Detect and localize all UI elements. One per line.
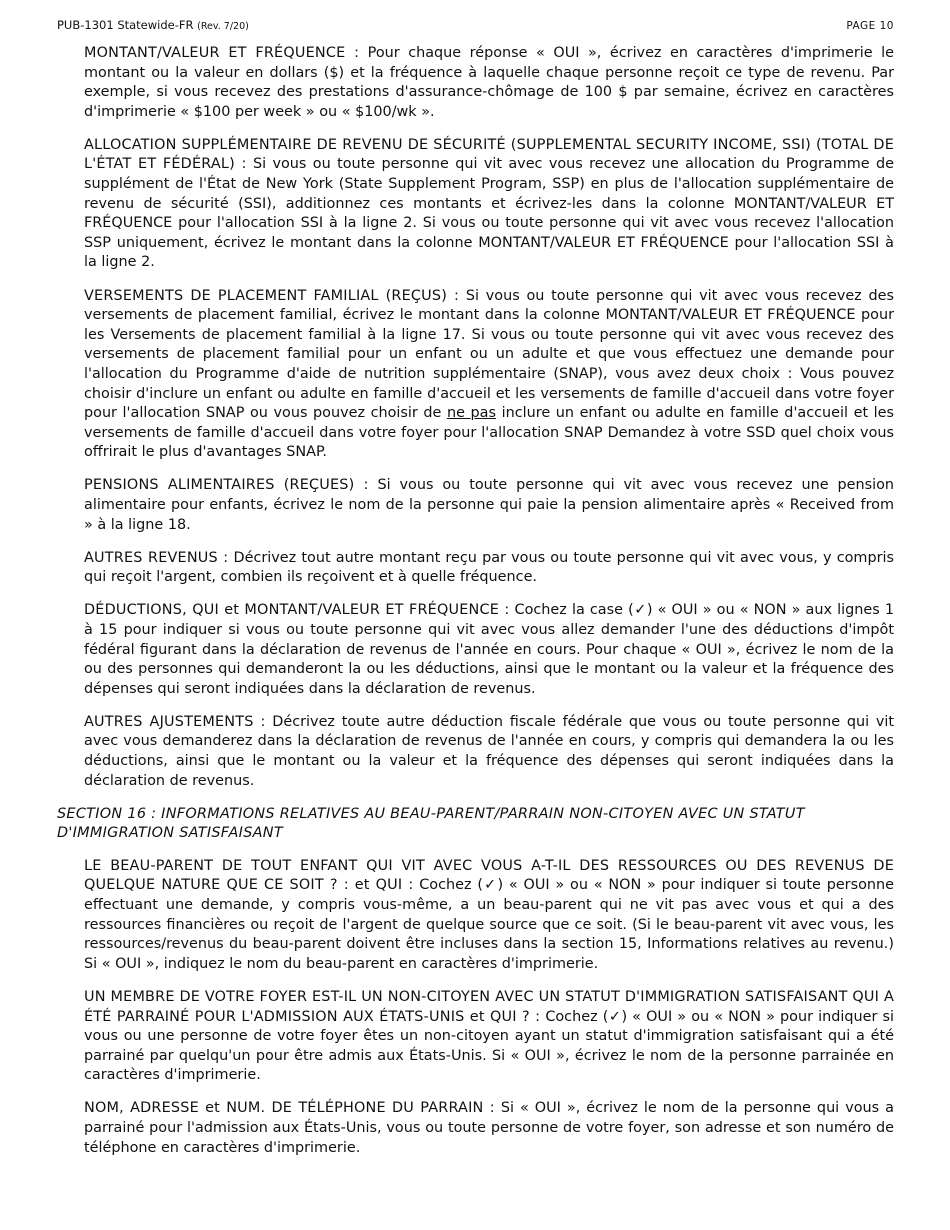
page-body xyxy=(57,44,894,1172)
paragraph-heading: NOM, ADRESSE et NUM. DE TÉLÉPHONE DU PARRAIN : xyxy=(84,1100,495,1117)
document-id xyxy=(57,18,249,32)
paragraph-heading: UN MEMBRE DE VOTRE FOYER EST-IL UN NON-CITOYEN AVEC UN STATUT D'IMMIGRATION SATISFAISANT QUI A ÉTÉ PARRAINÉ POUR L'ADMISSION AUX ÉTATS-UNIS et QUI ? : xyxy=(84,988,894,1025)
paragraph-heading: PENSIONS ALIMENTAIRES (REÇUES) : xyxy=(84,477,369,494)
paragraph-text: Si vous ou toute personne qui vit avec vous recevez une pension alimentaire pour enfants, écrivez le nom de la personne qui paie la pension alimentaire après « Received from » à la ligne 18. xyxy=(84,477,894,533)
paragraph-text: Cochez (✓) « OUI » ou « NON » pour indiquer si toute personne effectuant une demande, y compris vous-même, a un beau-parent qui ne vit pas avec vous et qui a des ressources financières ou reçoit de l'argent de quelque source que ce soit. (Si le beau-parent vit avec vous, les ressources/revenus du beau-parent doivent être incluses dans la section 15, Informations relatives au revenu.) Si « OUI », indiquez le nom du beau-parent en caractères d'imprimerie. xyxy=(84,877,894,972)
paragraph-text: Pour chaque réponse « OUI », écrivez en caractères d'imprimerie le montant ou la valeur en dollars ($) et la fréquence à laquelle chaque personne reçoit ce type de revenu. Par exemple, si vous recevez des prestations d'assurance-chômage de 100 $ par semaine, écrivez en caractères d'imprimerie « $100 per week » ou « $100/wk ». xyxy=(84,45,894,120)
paragraph-text: Si vous ou toute personne qui vit avec vous recevez des versements de placement familial, écrivez le montant dans la colonne MONTANT/VALEUR ET FRÉQUENCE pour les Versements de placement familial à la ligne 17. Si vous ou toute personne qui vit avec vous recevez des versements de placement familial pour un enfant ou un adulte et que vous effectuez une demande pour l'allocation du Programme d'aide de nutrition supplémentaire (SNAP), vous avez deux choix : Vous pouvez choisir d'inclure un enfant ou adulte en famille d'accueil et les versements de famille d'accueil dans votre foyer pour l'allocation SNAP ou vous pouvez choisir de xyxy=(84,287,894,422)
paragraph-beau-parent xyxy=(84,857,894,975)
paragraph-heading: LE BEAU-PARENT DE TOUT ENFANT QUI VIT AVEC VOUS A-T-IL DES RESSOURCES OU DES REVENUS DE QUELQUE NATURE QUE CE SOIT ? : et QUI : xyxy=(84,857,894,894)
document-code: PUB-1301 Statewide-FR xyxy=(57,18,194,32)
paragraph-text-continued: inclure un enfant ou adulte en famille d'accueil et les versements de famille d'accueil dans votre foyer pour l'allocation SNAP Demandez à votre SSD quel choix vous offrirait le plus d'avantages SNAP. xyxy=(84,405,895,461)
paragraph-heading: VERSEMENTS DE PLACEMENT FAMILIAL (REÇUS) : xyxy=(84,287,460,304)
paragraph-text: Cochez la case (✓) « OUI » ou « NON » aux lignes 1 à 15 pour indiquer si vous ou toute personne qui vit avec vous allez demander l'une des déductions d'impôt fédéral figurant dans la déclaration de revenus de l'année en cours. Pour chaque « OUI », écrivez le nom de la ou des personnes qui demanderont la ou les déductions, ainsi que le montant ou la valeur et la fréquence des dépenses qui seront indiquées dans la déclaration de revenus. xyxy=(84,602,894,697)
paragraph-text: Si « OUI », écrivez le nom de la personne qui vous a parrainé pour l'admission aux États-Unis, vous ou toute personne de votre foyer, son adresse et son numéro de téléphone en caractères d'imprimerie. xyxy=(84,1100,894,1156)
paragraph-heading: AUTRES REVENUS : xyxy=(84,549,229,566)
paragraph-text: Cochez (✓) « OUI » ou « NON » pour indiquer si vous ou une personne de votre foyer êtes un non-citoyen ayant un statut d'immigration satisfaisant qui a été parrainé par quelqu'un pour être admis aux États-Unis. Si « OUI », écrivez le nom de la personne parrainée en caractères d'imprimerie. xyxy=(84,1008,895,1084)
paragraph-deductions xyxy=(84,601,894,699)
revision-date: (Rev. 7/20) xyxy=(197,21,249,32)
paragraph-heading: DÉDUCTIONS, QUI et MONTANT/VALEUR ET FRÉQUENCE : xyxy=(84,602,510,619)
paragraph-parrain-coordonnees xyxy=(84,1099,894,1158)
paragraph-autres-revenus xyxy=(84,549,894,588)
paragraph-text: Si vous ou toute personne qui vit avec vous recevez une allocation du Programme de supplément de l'État de New York (State Supplement Program, SSP) en plus de l'allocation supplémentaire de revenu de sécurité (SSI), additionnez ces montants et écrivez-les dans la colonne MONTANT/VALEUR ET FRÉQUENCE pour l'allocation SSI à la ligne 2. Si vous ou toute personne qui vit avec vous recevez l'allocation SSP uniquement, écrivez le montant dans la colonne MONTANT/VALEUR ET FRÉQUENCE pour l'allocation SSI à la ligne 2. xyxy=(84,156,895,271)
paragraph-non-citoyen-parraine xyxy=(84,988,894,1086)
paragraph-montant-valeur xyxy=(84,44,894,122)
paragraph-heading: AUTRES AJUSTEMENTS : xyxy=(84,713,266,730)
paragraph-text: Décrivez toute autre déduction fiscale fédérale que vous ou toute personne qui vit avec vous demanderez dans la déclaration de revenus de l'année en cours, y compris qui demandera la ou les déductions, ainsi que le montant ou la valeur et la fréquence des dépenses qui seront indiquées dans la déclaration de revenus. xyxy=(84,713,894,789)
paragraph-pensions-alimentaires xyxy=(84,476,894,535)
page-number: PAGE 10 xyxy=(846,20,894,32)
page-header xyxy=(57,18,894,32)
section-16-title: SECTION 16 : INFORMATIONS RELATIVES AU BEAU-PARENT/PARRAIN NON-CITOYEN AVEC UN STATUT D'IMMIGRATION SATISFAISANT xyxy=(57,805,805,842)
paragraph-autres-ajustements xyxy=(84,713,894,791)
paragraph-placement-familial xyxy=(84,287,894,463)
paragraph-heading: MONTANT/VALEUR ET FRÉQUENCE : xyxy=(84,45,360,61)
emphasis-ne-pas: ne pas xyxy=(446,405,496,422)
paragraph-ssi xyxy=(84,136,894,273)
paragraph-text: Décrivez tout autre montant reçu par vous ou toute personne qui vit avec vous, y compris qui reçoit l'argent, combien ils reçoivent et à quelle fréquence. xyxy=(84,549,894,586)
paragraph-heading: ALLOCATION SUPPLÉMENTAIRE DE REVENU DE SÉCURITÉ (SUPPLEMENTAL SECURITY INCOME, SSI) (TOTAL DE L'ÉTAT ET FÉDÉRAL) : xyxy=(84,136,894,173)
